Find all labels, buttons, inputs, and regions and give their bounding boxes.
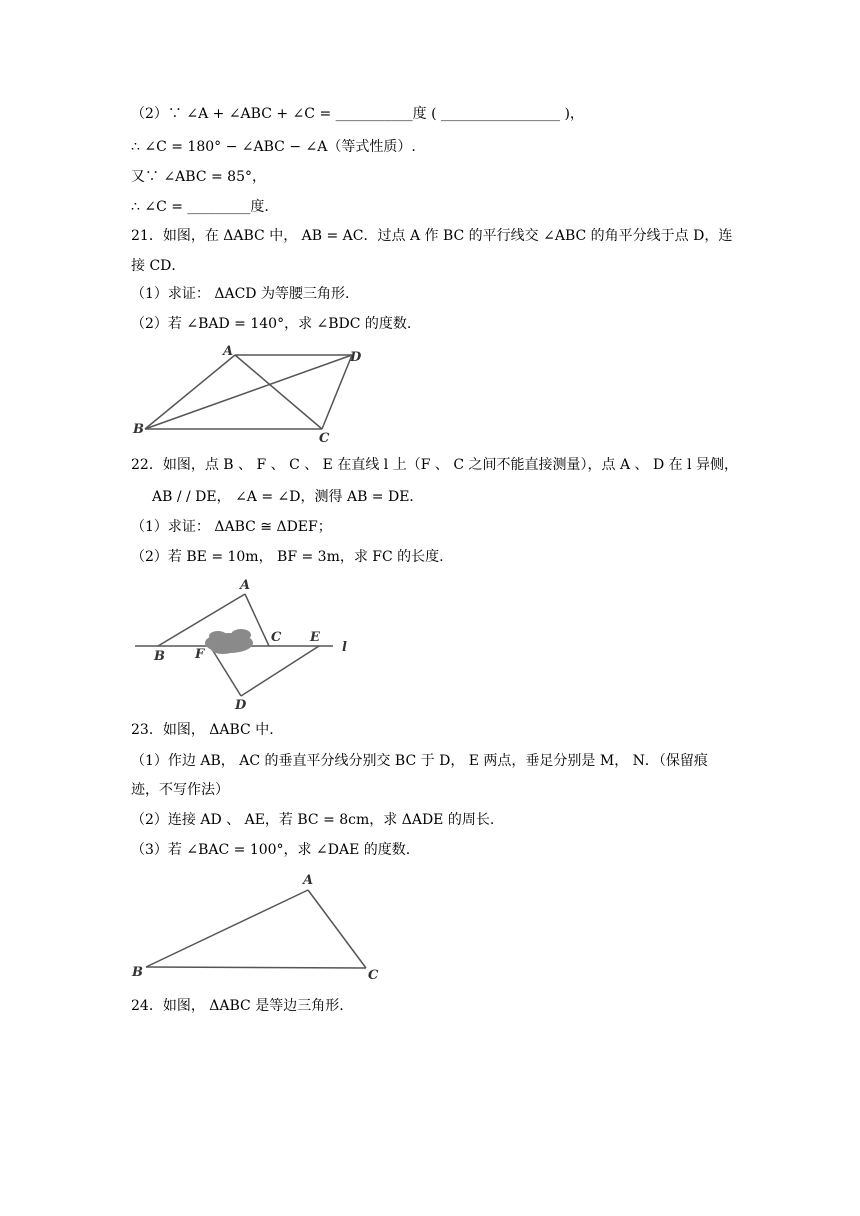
q24-stem: 24．如图， ΔABC 是等边三角形. bbox=[131, 998, 344, 1014]
label-B: B bbox=[154, 649, 165, 664]
q23-part1-cont: 迹，不写作法） bbox=[131, 782, 229, 798]
label-B: B bbox=[133, 422, 144, 437]
q20-step-3: ∴ ∠C = _________度. bbox=[131, 199, 269, 215]
q23-part3: （3）若 ∠BAC = 100°，求 ∠DAE 的度数. bbox=[131, 842, 411, 858]
label-E: E bbox=[310, 630, 320, 645]
q23-stem: 23．如图， ΔABC 中. bbox=[131, 722, 274, 738]
q22-part1: （1）求证： ΔABC ≅ ΔDEF； bbox=[131, 519, 332, 535]
q21-part1: （1）求证： ΔACD 为等腰三角形. bbox=[131, 286, 350, 302]
q21-stem-cont: 接 CD． bbox=[131, 258, 186, 274]
label-D: D bbox=[235, 698, 247, 713]
label-C: C bbox=[368, 968, 379, 983]
q23-part2: （2）连接 AD 、 AE，若 BC = 8cm，求 ΔADE 的周长. bbox=[131, 812, 495, 828]
label-C: C bbox=[319, 431, 330, 446]
label-C: C bbox=[271, 630, 282, 645]
label-A: A bbox=[223, 344, 234, 359]
label-F: F bbox=[195, 647, 205, 662]
figure-q21 bbox=[130, 343, 370, 448]
q20-part2-line: （2）∵ ∠A + ∠ABC + ∠C = ___________度 ( _________________ )， bbox=[131, 106, 584, 122]
label-l: l bbox=[342, 640, 347, 655]
figure-q23 bbox=[130, 868, 390, 983]
q21-part2: （2）若 ∠BAD = 140°，求 ∠BDC 的度数. bbox=[131, 316, 412, 332]
label-A: A bbox=[240, 578, 251, 593]
q22-stem: 22．如图，点 B 、 F 、 C 、 E 在直线 l 上（F 、 C 之间不能直接测量），点 A 、 D 在 l 异侧， bbox=[131, 457, 739, 473]
q20-step-2: 又∵ ∠ABC = 85°， bbox=[131, 169, 266, 185]
label-A: A bbox=[303, 873, 314, 888]
figure-q22 bbox=[133, 575, 358, 715]
label-B: B bbox=[132, 965, 143, 980]
q23-part1: （1）作边 AB， AC 的垂直平分线分别交 BC 于 D， E 两点，垂足分别是 M， N．（保留痕 bbox=[131, 753, 708, 769]
q21-stem: 21．如图，在 ΔABC 中， AB = AC．过点 A 作 BC 的平行线交 ∠ABC 的角平分线于点 D，连 bbox=[131, 228, 733, 244]
q20-step-1: ∴ ∠C = 180° − ∠ABC − ∠A（等式性质）. bbox=[131, 139, 416, 155]
q22-stem-cont: AB / / DE， ∠A = ∠D，测得 AB = DE． bbox=[152, 489, 424, 505]
label-D: D bbox=[350, 350, 362, 365]
q22-part2: （2）若 BE = 10m， BF = 3m，求 FC 的长度. bbox=[131, 549, 444, 565]
